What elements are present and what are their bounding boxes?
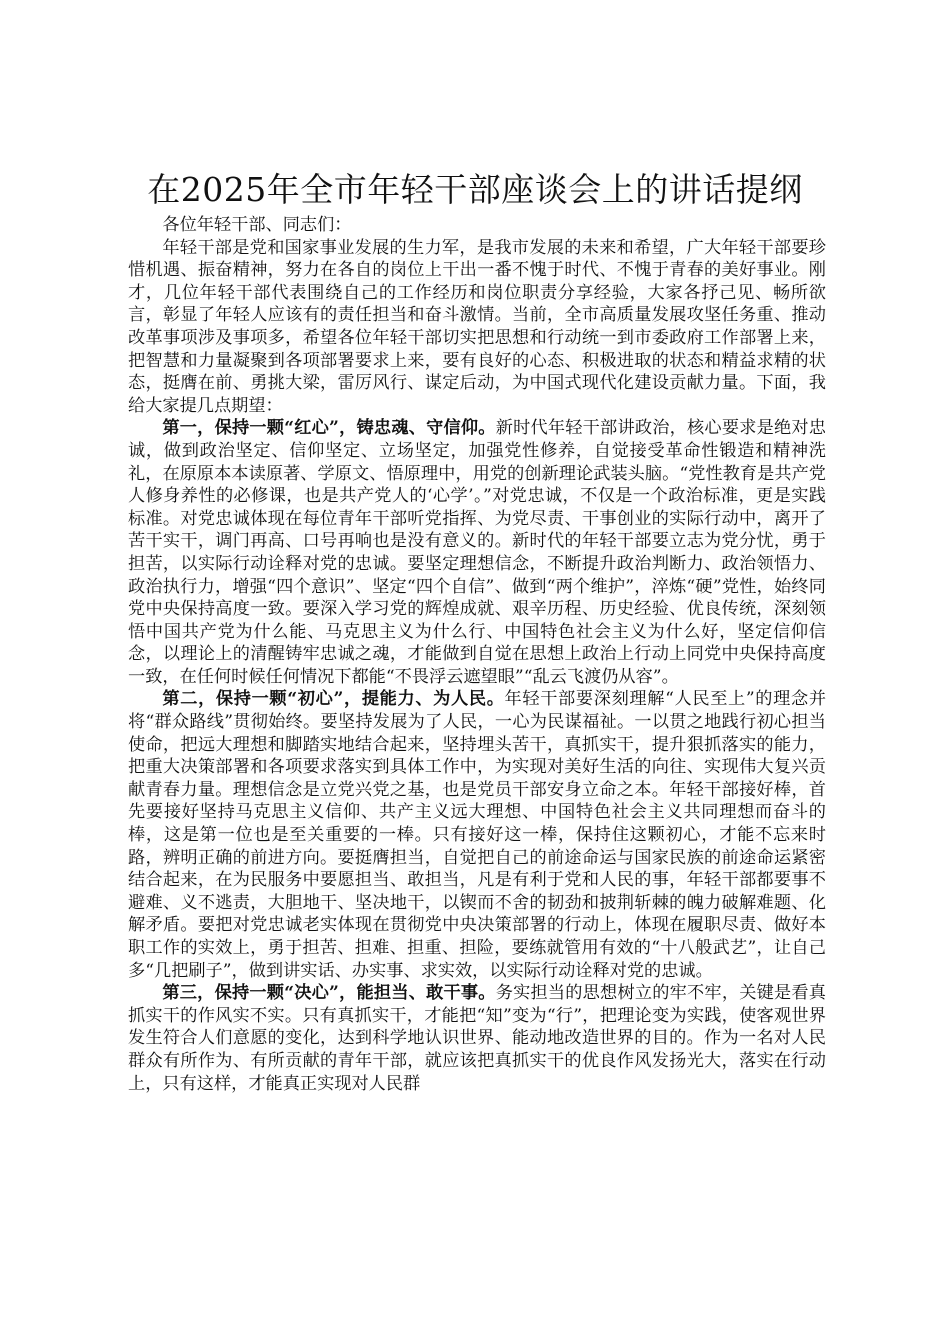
section-text-3: 务实担当的思想树立的牢不牢，关键是看真抓实干的作风实不实。只有真抓实干，才能把“知”变为“行”，把理论变为实践，使客观世界发生符合人们意愿的变化，达到科学地认识世界、能动地改造世界的目的。作为一名对人民群众有所作为、有所贡献的青年干部，就应该把真抓实干的优良作风发扬光大，落实在行动上，只有这样，才能真正实现对人民群 xyxy=(128,983,826,1094)
section-heading-3: 第三，保持一颗“决心”，能担当、敢干事。 xyxy=(162,983,496,1004)
salutation: 各位年轻干部、同志们： xyxy=(162,215,352,235)
intro-paragraph: 年轻干部是党和国家事业发展的生力军，是我市发展的未来和希望，广大年轻干部要珍惜机遇、振奋精神，努力在各自的岗位上干出一番不愧于时代、不愧于青春的美好事业。刚才，几位年轻干部代表围绕自己的工作经历和岗位职责分享经验，大家各抒己见、畅所欲言，彰显了年轻人应该有的责任担当和奋斗激情。当前，全市高质量发展攻坚任务重、推动改革事项涉及事项多，希望各位年轻干部切实把思想和行动统一到市委政府工作部署上来，把智慧和力量凝聚到各项部署要求上来，要有良好的心态、积极进取的状态和精益求精的状态，挺膺在前、勇挑大梁，雷厉风行、谋定后动，为中国式现代化建设贡献力量。下面，我给大家提几点期望： xyxy=(128,237,826,416)
section-text-2: 年轻干部要深刻理解“人民至上”的理念并将“群众路线”贯彻始终。要坚持发展为了人民，一心为民谋福祉。一以贯之地践行初心担当使命，把远大理想和脚踏实地结合起来，坚持埋头苦干，真抓实干，提升狠抓落实的能力，把重大决策部署和各项要求落实到具体工作中，为实现对美好生活的向往、实现伟大复兴贡献青春力量。理想信念是立党兴党之基，也是党员干部安身立命之本。年轻干部接好棒，首先要接好坚持马克思主义信仰、共产主义远大理想、中国特色社会主义共同理想而奋斗的棒，这是第一位也是至关重要的一棒。只有接好这一棒，保持住这颗初心，才能不忘来时路，辨明正确的前进方向。要挺膺担当，自觉把自己的前途命运与国家民族的前途命运紧密结合起来，在为民服务中要愿担当、敢担当，凡是有利于党和人民的事，年轻干部都要事不避难、义不逃责，大胆地干、坚决地干，以锲而不舍的韧劲和披荆斩棘的魄力破解难题、化解矛盾。要把对党忠诚老实体现在贯彻党中央决策部署的行动上，体现在履职尽责、做好本职工作的实效上，勇于担苦、担难、担重、担险，要练就管用有效的“十八般武艺”，让自己多“几把刷子”，做到讲实话、办实事、求实效，以实际行动诠释对党的忠诚。 xyxy=(128,689,827,981)
document-body xyxy=(128,214,826,1095)
section-paragraph-3 xyxy=(128,982,826,1095)
section-heading-1: 第一，保持一颗“红心”，铸忠魂、守信仰。 xyxy=(162,418,496,439)
section-text-1: 新时代年轻干部讲政治，核心要求是绝对忠诚，做到政治坚定、信仰坚定、立场坚定，加强党性修养，自觉接受革命性锻造和精神洗礼，在原原本本读原著、学原文、悟原理中，用党的创新理论武装头脑。“党性教育是共产党人修身养性的必修课，也是共产党人的‘心学’。”对党忠诚，不仅是一个政治标准，更是实践标准。对党忠诚体现在每位青年干部听党指挥、为党尽责、干事创业的实际行动中，离开了苦干实干，调门再高、口号再响也是没有意义的。新时代的年轻干部要立志为党分忧，勇于担苦，以实际行动诠释对党的忠诚。要坚定理想信念，不断提升政治判断力、政治领悟力、政治执行力，增强“四个意识”、坚定“四个自信”、做到“两个维护”，淬炼“硬”党性，始终同党中央保持高度一致。要深入学习党的辉煌成就、艰辛历程、历史经验、优良传统，深刻领悟中国共产党为什么能、马克思主义为什么行、中国特色社会主义为什么好，坚定信仰信念，以理论上的清醒铸牢忠诚之魂，才能做到自觉在思想上政治上行动上同党中央保持高度一致，在任何时候任何情况下都能“不畏浮云遮望眼”“乱云飞渡仍从容”。 xyxy=(128,418,826,687)
section-heading-2: 第二，保持一颗“初心”，提能力、为人民。 xyxy=(162,689,505,710)
section-paragraph-2 xyxy=(128,688,826,982)
document-title: 在2025年全市年轻干部座谈会上的讲话提纲 xyxy=(147,170,803,209)
section-paragraph-1 xyxy=(128,417,826,688)
